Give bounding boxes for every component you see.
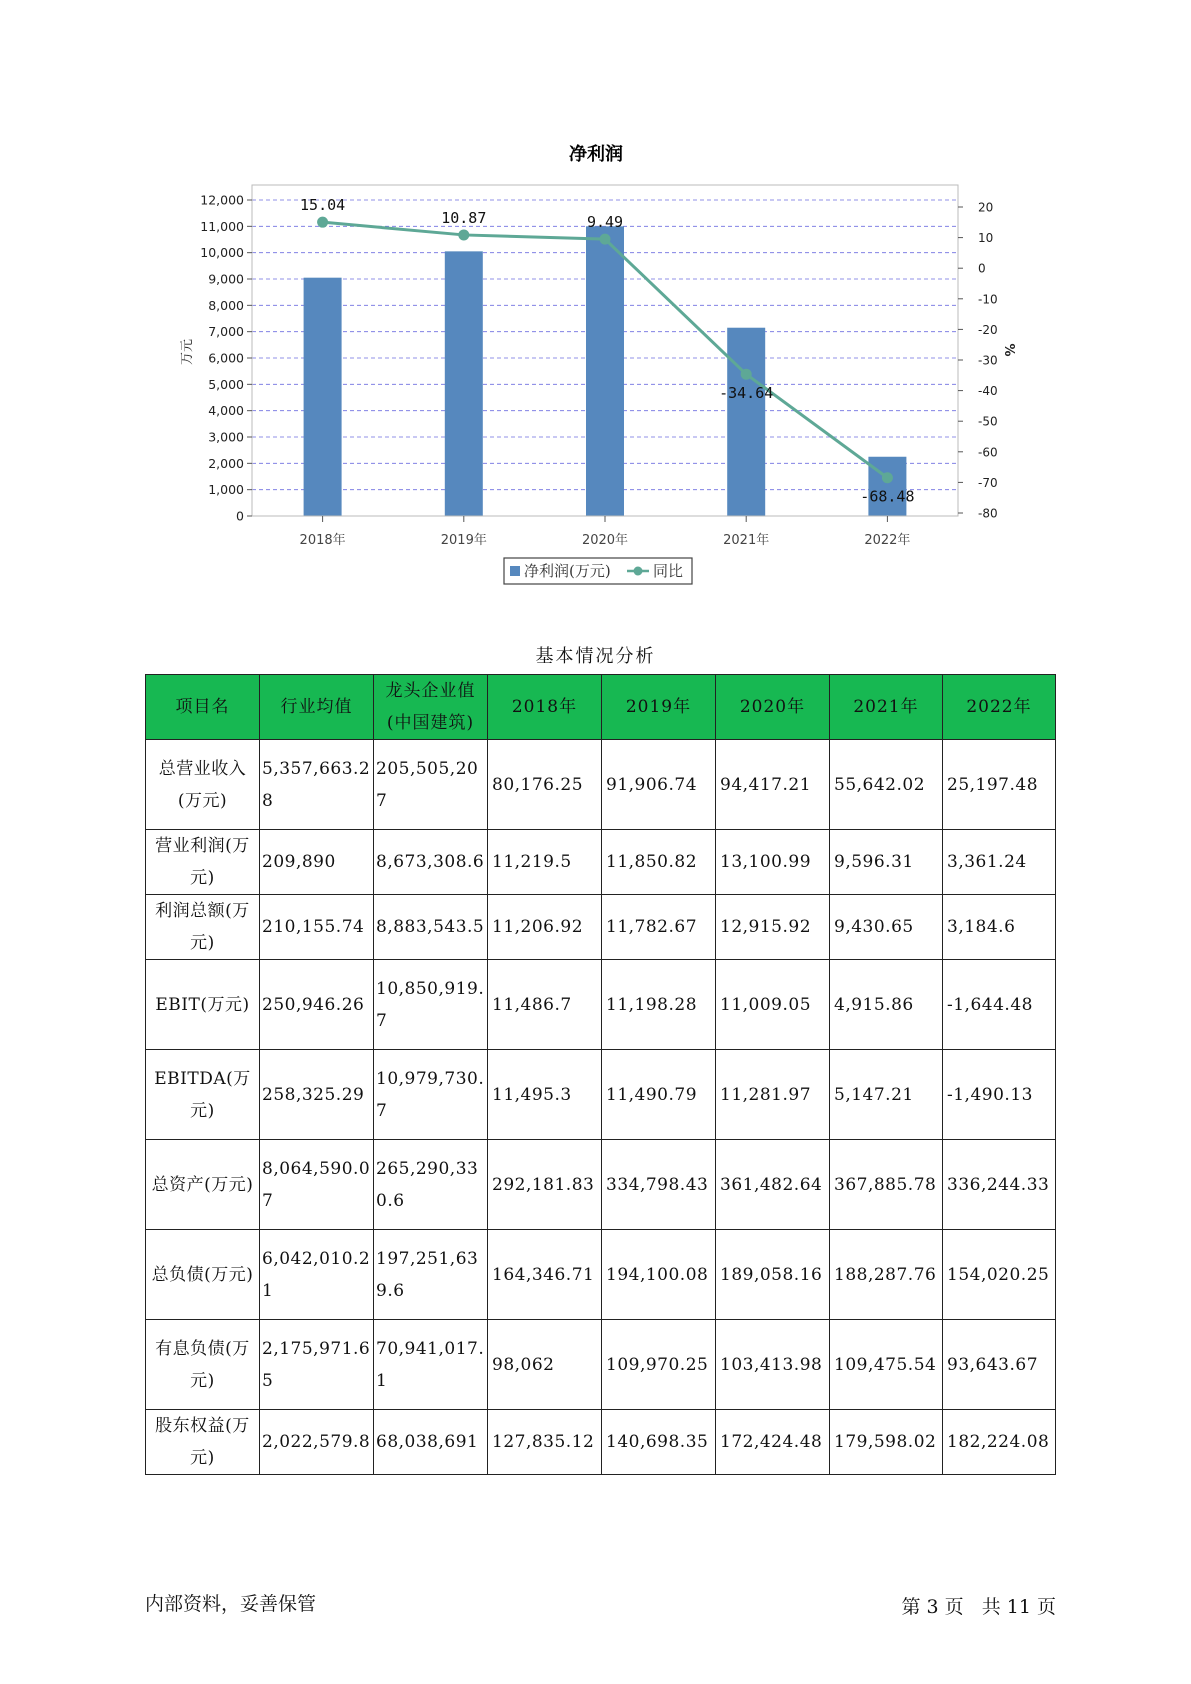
table-cell: 9,430.65	[830, 895, 943, 960]
yoy-point	[882, 472, 893, 483]
table-cell: 2,175,971.65	[260, 1320, 374, 1410]
table-header-row	[146, 675, 1056, 740]
yoy-point	[741, 369, 752, 380]
table-row	[146, 830, 1056, 895]
left-axis-tick-label: 5,000	[208, 376, 244, 392]
table-cell: 10,979,730.7	[374, 1050, 488, 1140]
left-axis-tick-label: 8,000	[208, 297, 244, 313]
column-header: 2021年	[830, 675, 943, 740]
table-cell: 11,281.97	[716, 1050, 830, 1140]
table-cell: 9,596.31	[830, 830, 943, 895]
table-row	[146, 740, 1056, 830]
left-axis-tick-label: 1,000	[208, 482, 244, 498]
right-axis-tick-label: 0	[978, 261, 986, 276]
table-cell: 12,915.92	[716, 895, 830, 960]
analysis-table	[145, 674, 1056, 1475]
table-cell: -1,490.13	[943, 1050, 1056, 1140]
table-row	[146, 1320, 1056, 1410]
right-axis-label: %	[1001, 343, 1016, 357]
table-cell: 189,058.16	[716, 1230, 830, 1320]
bar	[304, 278, 342, 516]
table-cell: 205,505,207	[374, 740, 488, 830]
legend-bar-label: 净利润(万元)	[524, 562, 611, 580]
right-axis-tick-label: 10	[978, 231, 994, 246]
left-axis-tick-label: 12,000	[200, 192, 244, 208]
right-axis-tick-label: -10	[978, 292, 998, 307]
table-cell: 334,798.43	[602, 1140, 716, 1230]
table-cell: 3,361.24	[943, 830, 1056, 895]
table-cell: 172,424.48	[716, 1410, 830, 1475]
right-axis-tick-label: -40	[978, 384, 998, 399]
yoy-data-label: 10.87	[441, 208, 487, 227]
right-axis-tick-label: -80	[978, 506, 998, 521]
table-cell: 25,197.48	[943, 740, 1056, 830]
table-cell: 91,906.74	[602, 740, 716, 830]
row-label: 股东权益(万元)	[146, 1410, 260, 1475]
table-cell: 6,042,010.21	[260, 1230, 374, 1320]
table-cell: 197,251,639.6	[374, 1230, 488, 1320]
row-label: 总资产(万元)	[146, 1140, 260, 1230]
left-axis-tick-label: 6,000	[208, 350, 244, 366]
chart-bars	[304, 226, 907, 516]
table-cell: 8,883,543.5	[374, 895, 488, 960]
left-axis-tick-label: 3,000	[208, 429, 244, 445]
left-axis-tick-label: 0	[236, 508, 244, 524]
table-cell: 292,181.83	[488, 1140, 602, 1230]
table-cell: 11,490.79	[602, 1050, 716, 1140]
right-axis-tick-label: -20	[978, 322, 998, 337]
table-cell: 98,062	[488, 1320, 602, 1410]
left-axis-tick-label: 10,000	[200, 245, 244, 261]
table-cell: 140,698.35	[602, 1410, 716, 1475]
table-cell: 11,206.92	[488, 895, 602, 960]
table-cell: 11,219.5	[488, 830, 602, 895]
row-label: EBIT(万元)	[146, 960, 260, 1050]
table-cell: 265,290,330.6	[374, 1140, 488, 1230]
x-axis-tick-label: 2018年	[299, 533, 346, 548]
table-body	[146, 740, 1056, 1475]
bar	[445, 251, 483, 516]
table-cell: 194,100.08	[602, 1230, 716, 1320]
table-cell: 11,850.82	[602, 830, 716, 895]
right-axis-tick-label: -50	[978, 414, 998, 429]
legend-bar-swatch	[510, 566, 520, 576]
yoy-data-label: -34.64	[719, 384, 774, 403]
column-header: 2018年	[488, 675, 602, 740]
table-cell: 210,155.74	[260, 895, 374, 960]
column-header: 行业均值	[260, 675, 374, 740]
left-axis-tick-label: 7,000	[208, 324, 244, 340]
table-cell: 250,946.26	[260, 960, 374, 1050]
table-cell: 94,417.21	[716, 740, 830, 830]
table-cell: 258,325.29	[260, 1050, 374, 1140]
x-axis-tick-label: 2020年	[581, 533, 629, 548]
left-axis-tick-label: 11,000	[200, 218, 244, 234]
column-header: 2022年	[943, 675, 1056, 740]
footer-page-number: 第 3 页 共 11 页	[901, 1596, 1056, 1618]
table-cell: 154,020.25	[943, 1230, 1056, 1320]
table-cell: 93,643.67	[943, 1320, 1056, 1410]
table-cell: 11,486.7	[488, 960, 602, 1050]
table-cell: 68,038,691	[374, 1410, 488, 1475]
yoy-data-label: 15.04	[300, 196, 346, 215]
table-cell: 11,495.3	[488, 1050, 602, 1140]
table-cell: 5,357,663.28	[260, 740, 374, 830]
column-header: 项目名	[146, 675, 260, 740]
yoy-point	[317, 217, 328, 228]
column-header: 2020年	[716, 675, 830, 740]
table-title: 基本情况分析	[535, 646, 656, 667]
table-row	[146, 1050, 1056, 1140]
right-axis-tick-label: -60	[978, 445, 998, 460]
table-cell: 8,064,590.07	[260, 1140, 374, 1230]
table-cell: 2,022,579.8	[260, 1410, 374, 1475]
table-cell: 11,009.05	[716, 960, 830, 1050]
table-cell: 127,835.12	[488, 1410, 602, 1475]
yoy-point	[458, 229, 469, 240]
right-axis-tick-label: 20	[978, 200, 994, 215]
footer-confidential-note: 内部资料，妥善保管	[145, 1593, 317, 1615]
x-axis-tick-label: 2019年	[440, 533, 487, 548]
table-cell: 3,184.6	[943, 895, 1056, 960]
table-cell: 103,413.98	[716, 1320, 830, 1410]
yoy-point	[600, 234, 611, 245]
bar	[586, 226, 624, 516]
table-row	[146, 1410, 1056, 1475]
net-profit-chart	[0, 0, 1191, 600]
table-row	[146, 1140, 1056, 1230]
bar	[868, 457, 906, 516]
row-label: 营业利润(万元)	[146, 830, 260, 895]
table-cell: 109,970.25	[602, 1320, 716, 1410]
left-axis-tick-label: 2,000	[208, 455, 244, 471]
table-row	[146, 960, 1056, 1050]
table-cell: 55,642.02	[830, 740, 943, 830]
column-header: 龙头企业值(中国建筑)	[374, 675, 488, 740]
table-row	[146, 895, 1056, 960]
right-axis-tick-label: -70	[978, 475, 998, 490]
table-cell: 361,482.64	[716, 1140, 830, 1230]
row-label: 总营业收入(万元)	[146, 740, 260, 830]
table-cell: 10,850,919.7	[374, 960, 488, 1050]
table-cell: 4,915.86	[830, 960, 943, 1050]
table-cell: 179,598.02	[830, 1410, 943, 1475]
table-cell: -1,644.48	[943, 960, 1056, 1050]
table-cell: 8,673,308.6	[374, 830, 488, 895]
row-label: 利润总额(万元)	[146, 895, 260, 960]
yoy-data-label: 9.49	[586, 213, 624, 232]
table-cell: 188,287.76	[830, 1230, 943, 1320]
table-row	[146, 1230, 1056, 1320]
x-axis-tick-label: 2021年	[723, 533, 770, 548]
table-cell: 11,198.28	[602, 960, 716, 1050]
legend-line-label: 同比	[653, 562, 684, 580]
table-cell: 109,475.54	[830, 1320, 943, 1410]
left-axis-tick-label: 4,000	[208, 403, 244, 419]
table-cell: 336,244.33	[943, 1140, 1056, 1230]
table-cell: 13,100.99	[716, 830, 830, 895]
row-label: 有息负债(万元)	[146, 1320, 260, 1410]
right-axis-tick-label: -30	[978, 353, 998, 368]
x-axis-tick-label: 2022年	[864, 533, 911, 548]
left-axis-label: 万元	[180, 338, 195, 366]
yoy-data-label: -68.48	[860, 487, 915, 506]
table-cell: 182,224.08	[943, 1410, 1056, 1475]
table-cell: 209,890	[260, 830, 374, 895]
bar	[727, 328, 765, 516]
table-cell: 367,885.78	[830, 1140, 943, 1230]
row-label: EBITDA(万元)	[146, 1050, 260, 1140]
table-cell: 164,346.71	[488, 1230, 602, 1320]
table-cell: 70,941,017.1	[374, 1320, 488, 1410]
column-header: 2019年	[602, 675, 716, 740]
chart-title: 净利润	[569, 144, 623, 165]
row-label: 总负债(万元)	[146, 1230, 260, 1320]
legend-line-marker	[634, 567, 643, 576]
table-cell: 11,782.67	[602, 895, 716, 960]
table-cell: 5,147.21	[830, 1050, 943, 1140]
table-cell: 80,176.25	[488, 740, 602, 830]
chart-legend	[504, 558, 692, 584]
left-axis-tick-label: 9,000	[208, 271, 244, 287]
